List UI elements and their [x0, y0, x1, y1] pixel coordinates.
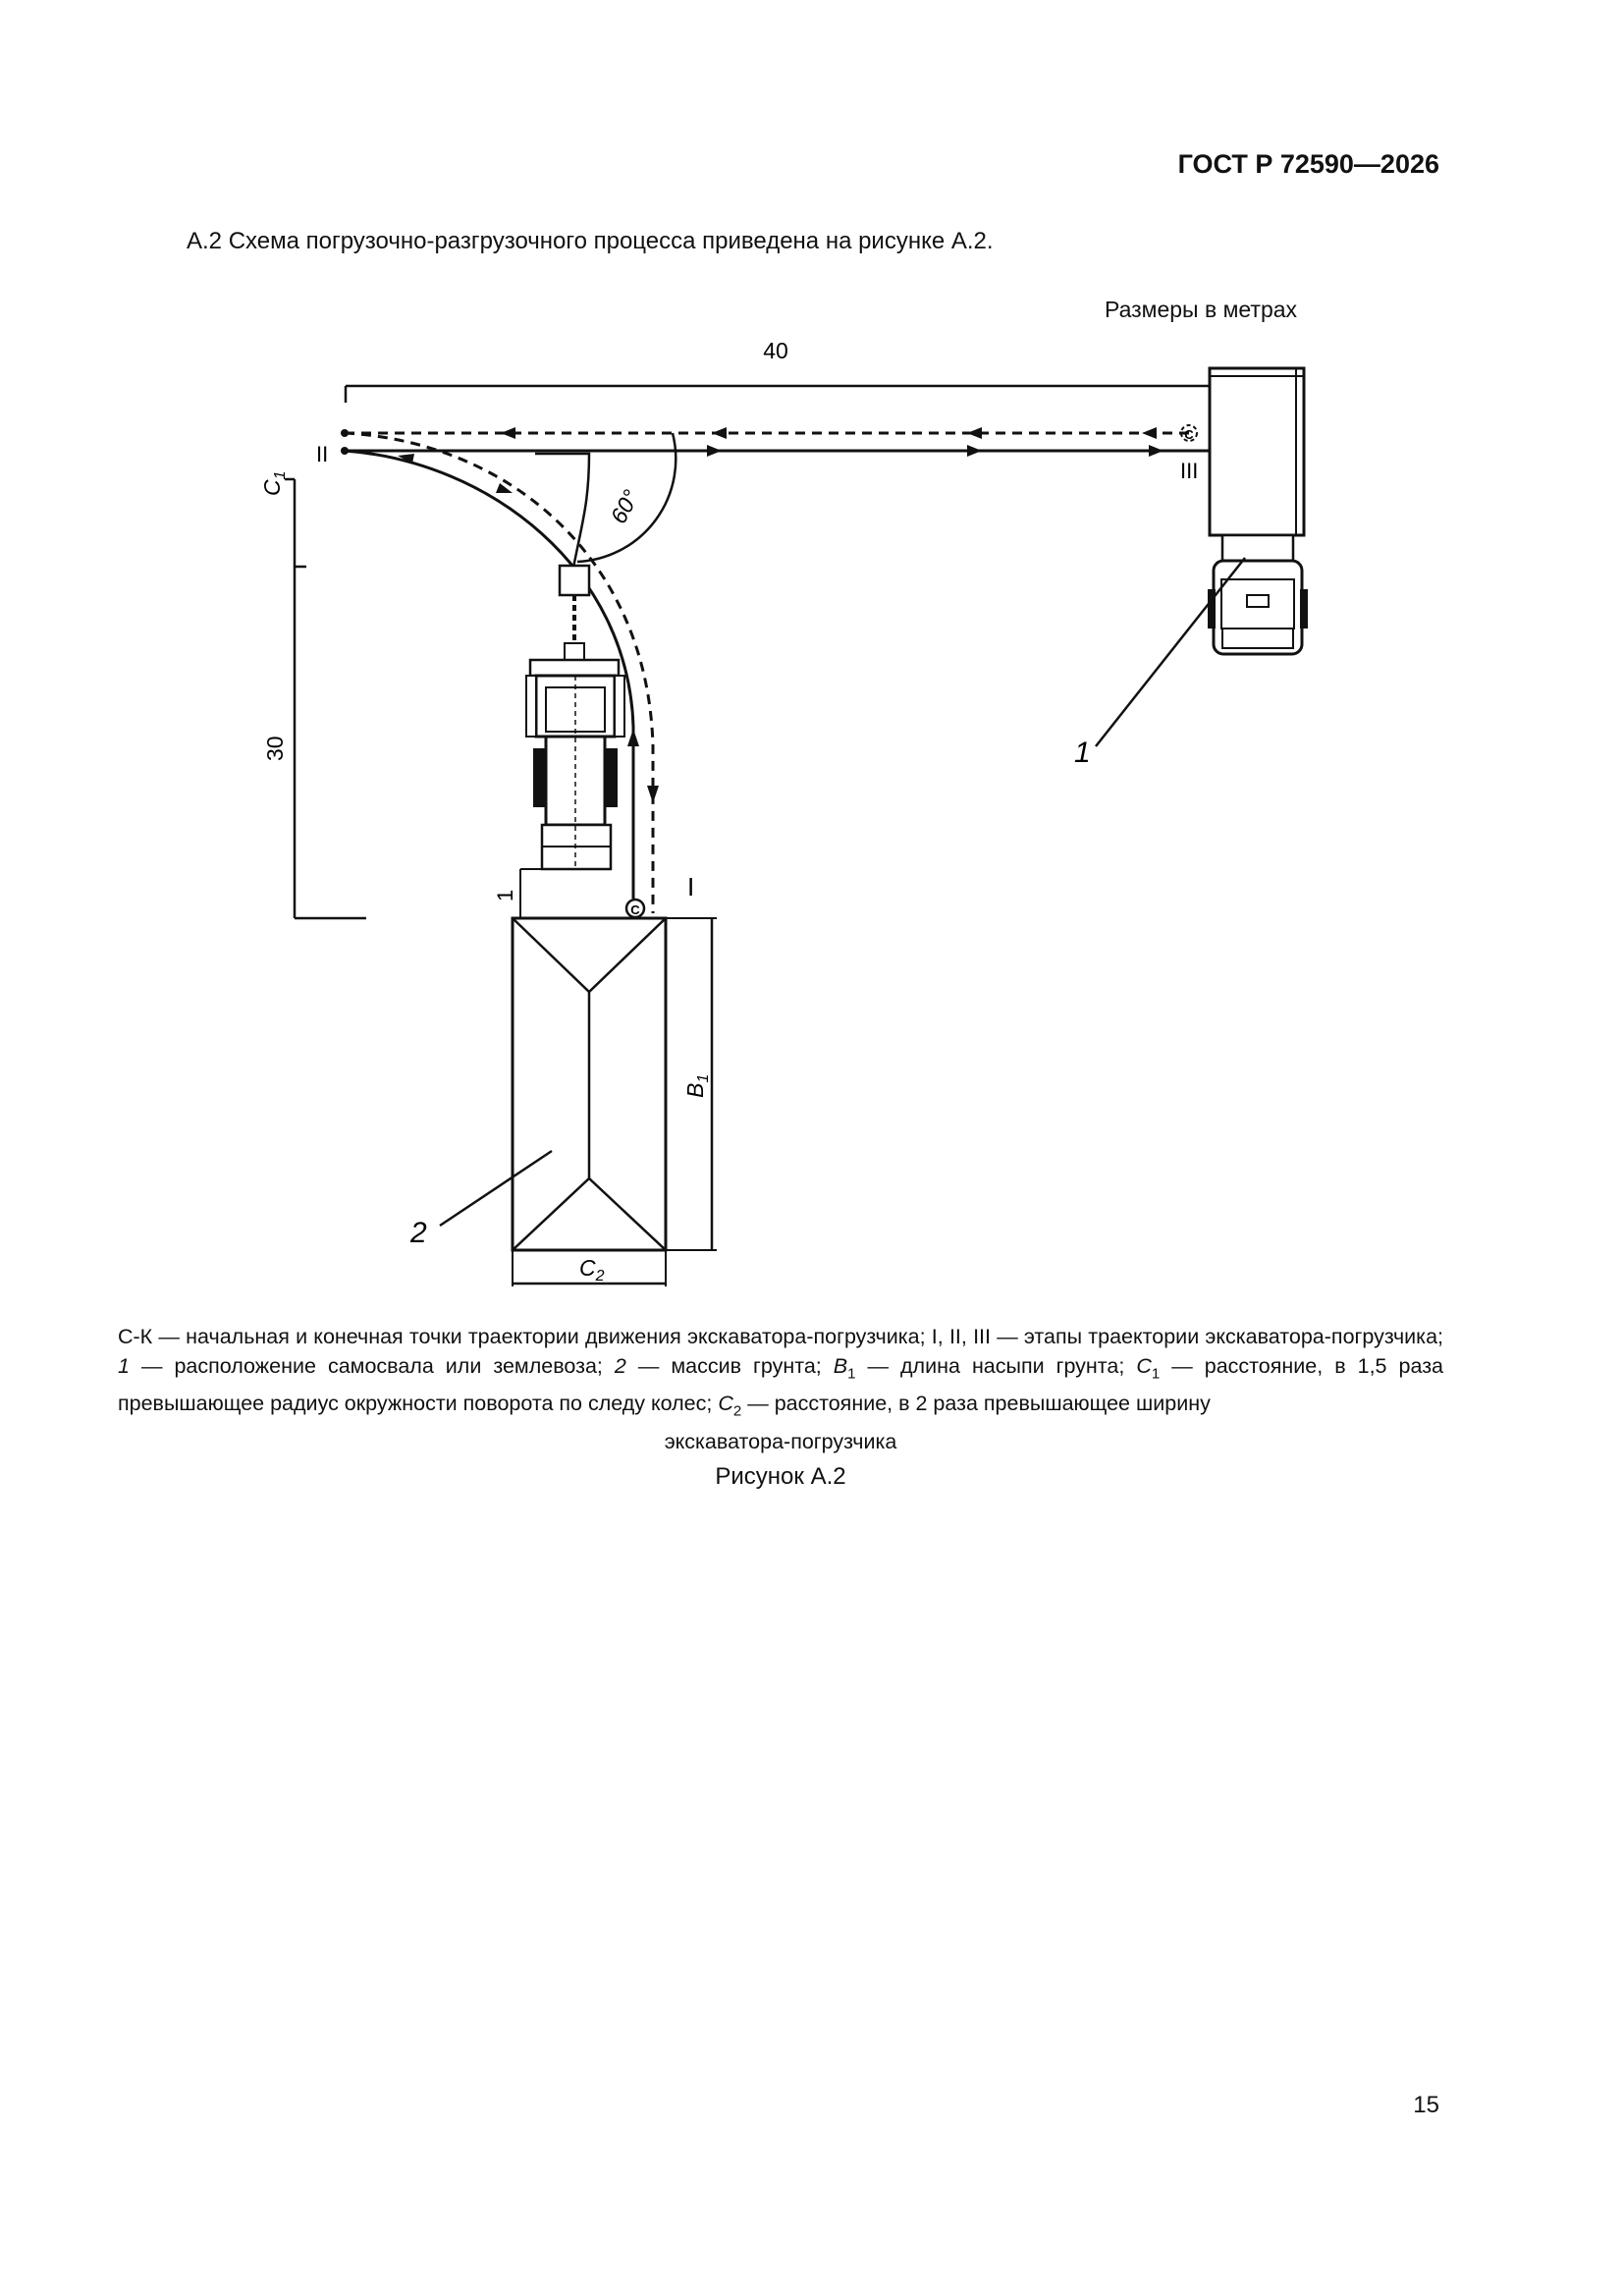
- caption-sub: 1: [847, 1365, 856, 1383]
- trajectory-arrow: [647, 786, 659, 803]
- dimension-1: [493, 869, 589, 918]
- document-header: ГОСТ Р 72590—2026: [1177, 149, 1439, 179]
- caption-ref: 2: [614, 1354, 626, 1378]
- svg-text:С: С: [630, 902, 640, 917]
- caption-text: — массив грунта;: [625, 1354, 834, 1378]
- dim-c1-label: $C_1$: [259, 470, 289, 496]
- dimension-left: [259, 470, 366, 918]
- caption-ref: 1: [118, 1354, 130, 1378]
- figure-title: Рисунок А.2: [715, 1463, 846, 1490]
- start-point-marker-truck: [1181, 425, 1197, 442]
- caption-body: [118, 1322, 1443, 1427]
- caption-ref: B: [833, 1354, 848, 1378]
- units-note: Размеры в метрах: [1105, 297, 1298, 322]
- dimension-40: [346, 338, 1210, 403]
- excavator-loader: [526, 566, 624, 869]
- caption-ref: C: [1136, 1354, 1152, 1378]
- stage-2-label: II: [316, 442, 329, 466]
- caption-text: — расстояние, в 2 раза превышающее ширину: [741, 1392, 1211, 1416]
- callout-1-label: 1: [1074, 737, 1091, 769]
- caption-sub: 1: [1151, 1365, 1161, 1383]
- start-point-marker-soil: [626, 900, 644, 917]
- dim-b1-label: $B_1$: [682, 1073, 712, 1098]
- caption-last-line: экскаватора-погрузчика: [664, 1429, 897, 1453]
- svg-text:С: С: [1184, 427, 1194, 442]
- dim-30-label: 30: [262, 736, 288, 761]
- caption-text: — длина насыпи грунта;: [855, 1354, 1137, 1378]
- caption-text: С-К — начальная и конечная точки траектории движения экскаватора-погрузчика; I, II, III — этапы траектории экскаватора-погрузчика;: [118, 1325, 1443, 1348]
- dimension-c2: [513, 1250, 666, 1286]
- dim-1-label: 1: [493, 889, 517, 902]
- dim-c2-label: $C_2$: [579, 1255, 605, 1285]
- dim-40-label: 40: [763, 338, 788, 363]
- figure-caption: [118, 1322, 1443, 1456]
- dump-truck: [1208, 368, 1308, 654]
- callout-2-label: 2: [410, 1217, 427, 1249]
- stage-1-label: I: [687, 872, 695, 902]
- intro-paragraph: А.2 Схема погрузочно-разгрузочного процесса приведена на рисунке А.2.: [187, 228, 994, 254]
- caption-text: — расстояние, в 1,5 раза превышающее радиус окружности поворота по следу колес;: [118, 1354, 1444, 1416]
- soil-mass: [513, 918, 666, 1250]
- angle-60-label: 60°: [605, 485, 644, 528]
- caption-sub: 2: [732, 1402, 742, 1420]
- caption-text: — расположение самосвала или землевоза;: [129, 1354, 615, 1378]
- stage-3-label: III: [1180, 459, 1199, 483]
- trajectory-stage-2: [341, 445, 1210, 457]
- page-number: 15: [1413, 2092, 1439, 2118]
- trajectory-arrow: [627, 729, 639, 746]
- trajectory-return: [341, 427, 1193, 439]
- caption-ref: C: [718, 1392, 733, 1416]
- dimension-b1: [666, 918, 717, 1250]
